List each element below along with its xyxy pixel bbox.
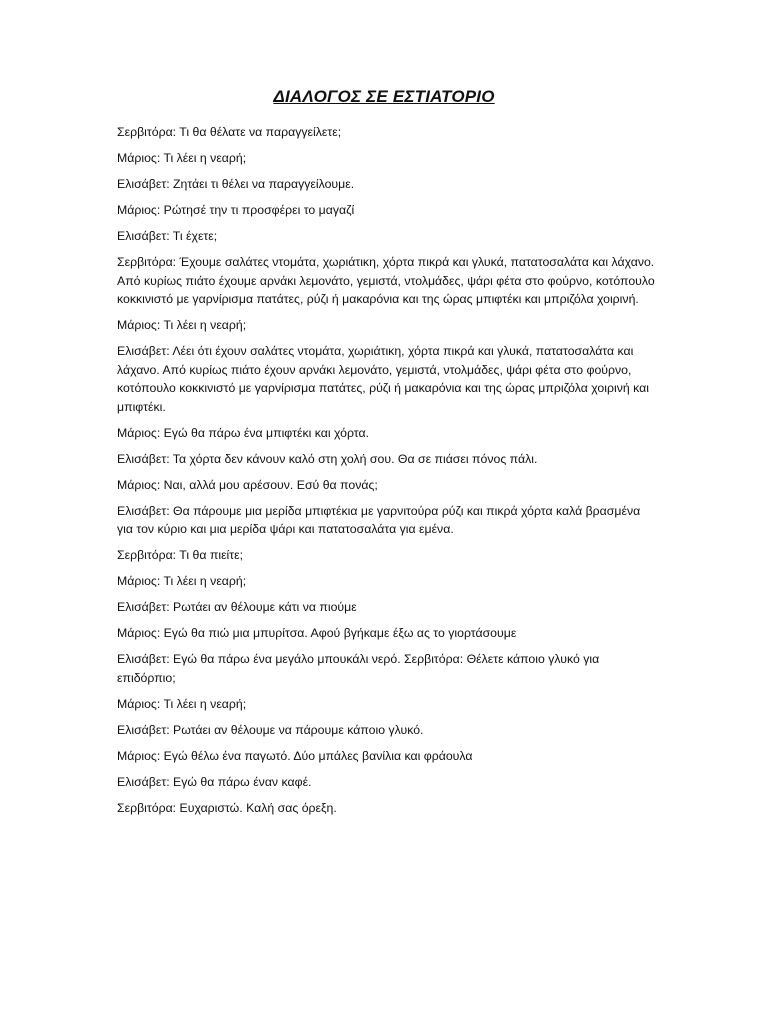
dialogue-line: Μάριος: Τι λέει η νεαρή; bbox=[117, 696, 247, 711]
dialogue-line: Ελισάβετ: Τα χόρτα δεν κάνουν καλό στη χολή σου. Θα σε πιάσει πόνος πάλι. bbox=[117, 451, 538, 466]
dialogue-line: Μάριος: Εγώ θα πάρω ένα μπιφτέκι και χόρτα. bbox=[117, 425, 369, 440]
dialogue-line: Μάριος: Ναι, αλλά μου αρέσουν. Εσύ θα πονάς; bbox=[117, 477, 378, 492]
dialogue-line: Ελισάβετ: Τι έχετε; bbox=[117, 229, 218, 243]
dialogue-line: Σερβιτόρα: Έχουμε σαλάτες ντομάτα, χωριάτικη, χόρτα πικρά και γλυκά, πατατοσαλάτα και λάχανο. Από κυρίως πιάτο έχουμε αρνάκι λεμονάτο, γεμιστά, ντολμάδες, ψάρι φέτα στο φούρνο, κοτόπουλο κοκκινιστό με γαρνίρισμα πατάτες, ρύζι ή μακαρόνια και της ώρας μπιφτέκι και μπριζόλα χοιρινή. bbox=[117, 255, 655, 306]
dialogue-line: Μάριος: Εγώ θα πιώ μια μπυρίτσα. Αφού βγήκαμε έξω ας το γιορτάσουμε bbox=[117, 626, 517, 640]
dialogue-body bbox=[117, 123, 657, 825]
dialogue-line: Ελισάβετ: Εγώ θα πάρω ένα μεγάλο μπουκάλι νερό. Σερβιτόρα: Θέλετε κάποιο γλυκό για επιδόρπιο; bbox=[117, 652, 600, 685]
dialogue-line: Σερβιτόρα: Ευχαριστώ. Καλή σας όρεξη. bbox=[117, 800, 337, 815]
dialogue-line: Ελισάβετ: Λέει ότι έχουν σαλάτες ντομάτα, χωριάτικη, χόρτα πικρά και γλυκά, πατατοσαλάτα και λάχανο. Από κυρίως πιάτο έχουν αρνάκι λεμονάτο, γεμιστά, ντολμάδες, ψάρι φέτα στο φούρνο, κοτόπουλο κοκκινιστό με γαρνίρισμα πατάτες, ρύζι ή μακαρόνια και της ώρας μπριζόλα χοιρινή και μπιφτέκι. bbox=[117, 344, 649, 414]
dialogue-line: Μάριος: Εγώ θέλω ένα παγωτό. Δύο μπάλες βανίλια και φράουλα bbox=[117, 748, 473, 763]
dialogue-line: Μάριος: Τι λέει η νεαρή; bbox=[117, 318, 247, 332]
dialogue-line: Ελισάβετ: Θα πάρουμε μια μερίδα μπιφτέκια με γαρνιτούρα ρύζι και πικρά χόρτα καλά βρασμένα για τον κύριο και μια μερίδα ψάρι και πατατοσαλάτα για εμένα. bbox=[117, 503, 641, 536]
dialogue-line: Ελισάβετ: Ρωτάει αν θέλουμε κάτι να πιούμε bbox=[117, 600, 357, 614]
dialogue-line: Μάριος: Τι λέει η νεαρή; bbox=[117, 574, 247, 588]
page-title: ΔΙΑΛΟΓΟΣ ΣΕ ΕΣΤΙΑΤΟΡΙΟ bbox=[273, 87, 495, 106]
dialogue-line: Ελισάβετ: Εγώ θα πάρω έναν καφέ. bbox=[117, 774, 312, 789]
dialogue-line: Σερβιτόρα: Τι θα πιείτε; bbox=[117, 548, 244, 562]
dialogue-line: Μάριος: Ρώτησέ την τι προσφέρει το μαγαζί bbox=[117, 203, 355, 217]
dialogue-line: Σερβιτόρα: Τι θα θέλατε να παραγγείλετε; bbox=[117, 125, 342, 139]
dialogue-line: Ελισάβετ: Ζητάει τι θέλει να παραγγείλουμε. bbox=[117, 177, 355, 191]
dialogue-line: Ελισάβετ: Ρωτάει αν θέλουμε να πάρουμε κάποιο γλυκό. bbox=[117, 722, 424, 737]
dialogue-line: Μάριος: Τι λέει η νεαρή; bbox=[117, 151, 247, 165]
